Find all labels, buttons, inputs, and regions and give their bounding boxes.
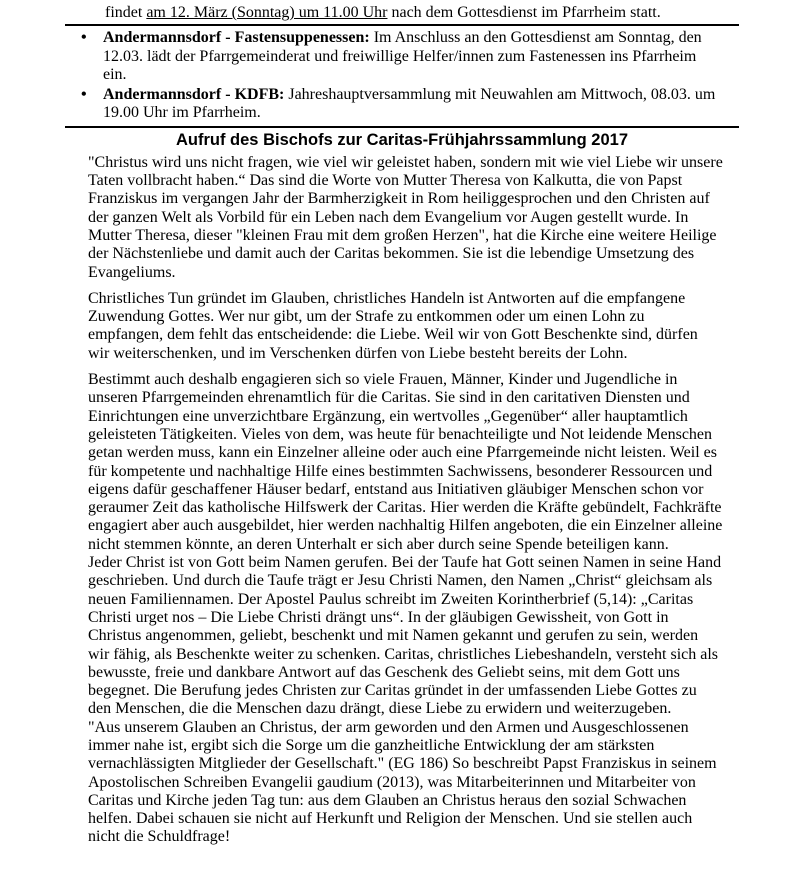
event-title: Andermannsdorf - Fastensuppenessen: [103,29,370,47]
paragraph-quote-mutter-theresa: "Christus wird uns nicht fragen, wie viel wir geleistet haben, sondern mit wie viel Liebe wir unsere Taten vollbracht haben.“ Das sind die Worte von Mutter Theresa von Kalkutta, die von Papst Franziskus im vergangen Jahr der Barmherzigkeit in Rom heiliggesprochen und den Christen auf der ganzen Welt als Vorbild für ein Leben nach dem Evangelium vor Augen gestellt wurde. In Mutter Theresa, dieser "kleinen Frau mit dem großen Herzen", hat die Kirche eine weitere Heilige der Nächstenliebe und damit auch der Caritas bekommen. Sie ist die lebendige Umsetzung des Evangeliums. [88,153,723,281]
bullet-icon: • [81,86,87,104]
intro-underlined-date: am 12. März (Sonntag) um 11.00 Uhr [146,4,388,21]
paragraph-ehrenamt: Bestimmt auch deshalb engagieren sich so viele Frauen, Männer, Kinder und Jugendliche in unseren Pfarrgemeinden ehrenamtlich für die Caritas. Sie sind in den caritativen Diensten und Einrichtungen eine unverzichtbare Ergänzung, ein wertvolles „Gegenüber“ aller hauptamtlich geleisteten Tätigkeiten. Vieles von dem, was heute für benachteiligte und Not leidende Menschen getan werden muss, kann ein Einzelner alleine oder auch eine Pfarrgemeinde nicht leisten. Weil es für kompetente und nachhaltige Hilfe eines bestimmten Sachwissens, besonderer Ressourcen und eigens dafür geschaffener Häuser bedarf, entstand aus Initiativen gläubiger Menschen schon vor geraumer Zeit das katholische Hilfswerk der Caritas. Hier werden die Kräfte gebündelt, Fachkräfte engagiert aber auch ausgebildet, hier werden nachhaltig Hilfen angeboten, die ein Einzelner alleine nicht stemmen könnte, an deren Unterhalt er sich aber durch seine Spende beteiligen kann. [88,371,723,553]
paragraph-christliches-tun: Christliches Tun gründet im Glauben, christliches Handeln ist Antworten auf die empfangene Zuwendung Gottes. Wer nur gibt, um der Strafe zu entkommen oder um einen Lohn zu empfangen, dem fehlt das entscheidende: die Liebe. Weil wir von Gott Beschenkte sind, dürfen wir weiterschenken, und im Verschenken dürfen von Liebe besteht bereits der Lohn. [88,289,698,362]
event-title: Andermannsdorf - KDFB: [103,86,285,104]
bullet-icon: • [81,29,87,47]
divider-top [65,24,739,26]
paragraph-jeder-christ: Jeder Christ ist von Gott beim Namen gerufen. Bei der Taufe hat Gott seinen Namen in seine Hand geschrieben. Und durch die Taufe trägt er Jesu Christi Namen, den Namen „Christ“ gleichsam als neuen Familiennamen. Der Apostel Paulus schreibt im Zweiten Korintherbrief (5,14): „Caritas Christi urget nos – Die Liebe Christi drängt uns“. In der gläubigen Gewissheit, von Gott in Christus angenommen, geliebt, beschenkt und mit Namen gekannt und gerufen zu sein, werden wir fähig, als Beschenkte weiter zu schenken. Caritas, christliches Liebeshandeln, versteht sich als bewusste, freie und dankbare Antwort auf das Geschenk des Geliebt seins, mit dem Gott uns begegnet. Die Berufung jedes Christen zur Caritas gründet in der umfassenden Liebe Gottes zu den Menschen, die die Menschen dazu drängt, diese Liebe zu erwidern und weiterzugeben. [88,554,722,718]
intro-prefix: findet [105,4,147,21]
event-text: Im Anschluss an den Gottesdienst am Sonntag, den 12.03. lädt der Pfarrgemeinderat und freiwillige Helfer/innen zum Fastenessen ins Pfarrheim ein. [103,29,702,83]
list-item [65,29,739,84]
list-item [65,86,739,123]
section-heading: Aufruf des Bischofs zur Caritas-Frühjahrssammlung 2017 [175,130,629,149]
divider-heading [65,126,739,128]
paragraph-papst-zitat: "Aus unserem Glauben an Christus, der arm geworden und den Armen und Ausgeschlossenen immer nahe ist, ergibt sich die Sorge um die ganzheitliche Entwicklung der am stärksten vernachlässigten Mitglieder der Gesellschaft." (EG 186) So beschreibt Papst Franziskus in seinem Apostolischen Schreiben Evangelii gaudium (2013), was Mitarbeiterinnen und Mitarbeiter von Caritas und Kirche jeden Tag tun: aus dem Glauben an Christus heraus den sozial Schwachen helfen. Dabei schauen sie nicht auf Herkunft und Religion der Menschen. Und sie stellen auch nicht die Schuldfrage! [88,718,717,846]
event-list [65,29,739,122]
intro-line [65,4,739,22]
intro-suffix: nach dem Gottesdienst im Pfarrheim statt. [387,4,661,21]
event-text: Jahreshauptversammlung mit Neuwahlen am Mittwoch, 08.03. um 19.00 Uhr im Pfarrheim. [103,86,716,122]
